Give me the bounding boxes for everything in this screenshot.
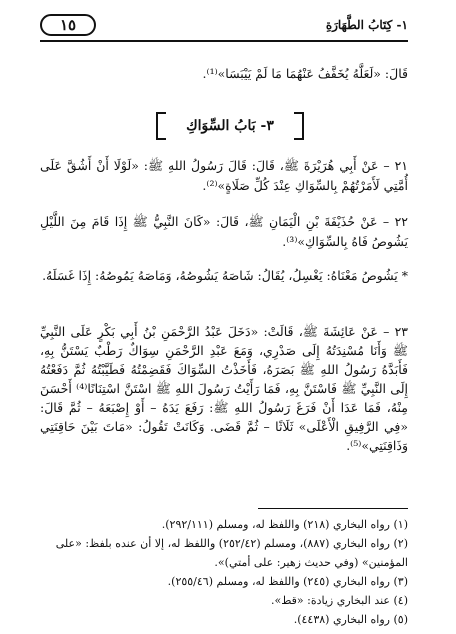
- footnote-2: (٢) رواه البخاري (٨٨٧)، ومسلم (٢٥٢/٤٢) واللفظ له، إلا أن عنده بلفظ: «على المؤمنين» (وفي حديث زهير: على أمتي)».: [55, 537, 408, 569]
- header-rule: [40, 40, 408, 42]
- footnote-3: (٣) رواه البخاري (٢٤٥) واللفظ له، ومسلم (٢٥٥/٤٦).: [167, 575, 408, 588]
- page-header: [40, 14, 408, 40]
- hadith-22: ٢٢ – عَنْ حُذَيْفَةَ بْنِ الْيَمَانِ ﷺ، قَالَ: «كَانَ النَّبِيُّ ﷺ إِذَا قَامَ مِنَ اللَّيْلِ يَشُوصُ فَاهُ بِالسِّوَاكِ»⁽³⁾.: [40, 214, 408, 249]
- footnotes: [44, 515, 408, 629]
- page-number-badge: ١٥: [40, 14, 96, 36]
- intro-line: قَالَ: «لَعَلَّهُ يُخَفَّفُ عَنْهُمَا مَا لَمْ يَيْبَسَا»⁽¹⁾.: [202, 66, 408, 81]
- hadith-23: ٢٣ – عَنْ عَائِشَةَ ﷺ، قَالَتْ: «دَخَلَ عَبْدُ الرَّحْمَنِ بْنُ أَبِي بَكْرٍ عَلَى النَّبِيِّ ﷺ وَأَنَا مُسْنِدَتُهُ إِلَى صَدْرِي، وَمَعَ عَبْدِ الرَّحْمَنِ سِوَاكٌ رَطْبٌ يَسْتَنُّ بِهِ، فَأَبَدَّهُ رَسُولُ اللهِ ﷺ بَصَرَهُ، فَأَخَذْتُ السِّوَاكَ فَقَضِمْتُهُ فَطَيَّبْتُهُ ثُمَّ دَفَعْتُهُ إِلَى النَّبِيِّ ﷺ فَاسْتَنَّ بِهِ، فَمَا رَأَيْتُ رَسُولَ اللهِ ﷺ اسْتَنَّ اسْتِنَانًا⁽⁴⁾ أَحْسَنَ مِنْهُ، فَمَا عَدَا أَنْ فَرَغَ رَسُولُ اللهِ ﷺ: رَفَعَ يَدَهُ – أَوْ إِصْبَعَهُ – ثُمَّ قَالَ: «فِي الرَّفِيقِ الْأَعْلَى» ثَلَاثًا – ثُمَّ قَضَى. وَكَانَتْ تَقُولُ: «مَاتَ بَيْنَ حَاقِنَتِي وَذَاقِنَتِي»⁽⁵⁾.: [40, 324, 408, 453]
- heading-bracket-left: [156, 112, 166, 140]
- footnote-1: (١) رواه البخاري (٢١٨) واللفظ له، ومسلم (٢٩٢/١١١).: [161, 518, 408, 531]
- footnote-5: (٥) رواه البخاري (٤٤٣٨).: [293, 613, 408, 626]
- footnote-rule: [258, 508, 408, 509]
- hadith-21: ٢١ – عَنْ أَبِي هُرَيْرَةَ ﷺ، قَالَ: قَالَ رَسُولُ اللهِ ﷺ: «لَوْلَا أَنْ أَشُقَّ عَلَى أُمَّتِي لَأَمَرْتُهُمْ بِالسِّوَاكِ عِنْدَ كُلِّ صَلَاةٍ»⁽²⁾.: [40, 158, 408, 193]
- footnote-4: (٤) عند البخاري زيادة: «قط».: [270, 594, 408, 607]
- heading-bracket-right: [294, 112, 304, 140]
- chapter-title: ١- كِتَابُ الطَّهَارَةِ: [325, 18, 408, 32]
- section-heading: [156, 112, 304, 140]
- explanation-note: * يَشُوصُ مَعْنَاهُ: يَغْسِلُ، يُقَالُ: شَاصَهُ يَشُوصُهُ، وَمَاصَهُ يَمُوصُهُ: إِذَا غَسَلَهُ.: [42, 268, 408, 283]
- section-title: ٣- بَابُ السِّوَاكِ: [186, 118, 274, 134]
